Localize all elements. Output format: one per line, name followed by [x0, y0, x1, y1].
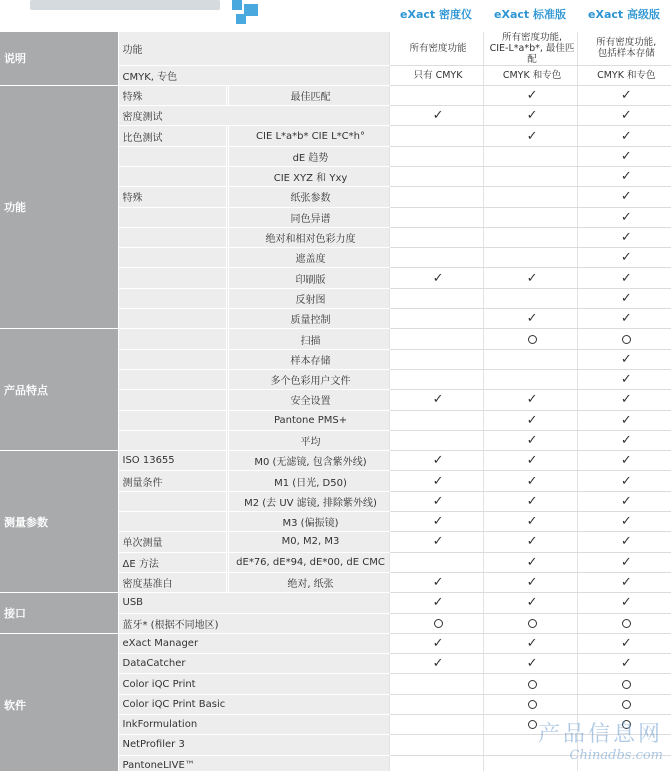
value-cell: 所有密度功能: [389, 32, 483, 66]
empty-cell: [389, 755, 483, 771]
circle-icon: [622, 700, 631, 709]
feature-label: [118, 491, 226, 511]
empty-cell: [577, 755, 671, 771]
circle-icon: [528, 335, 537, 344]
optional-circle-icon: [577, 674, 671, 694]
empty-cell: [389, 187, 483, 207]
check-icon: ✓: [577, 85, 671, 105]
optional-circle-icon: [483, 613, 577, 633]
circle-icon: [622, 335, 631, 344]
check-icon: ✓: [577, 471, 671, 491]
feature-label: NetProfiler 3: [118, 735, 389, 755]
check-icon: ✓: [483, 451, 577, 471]
feature-sublabel: M1 (日光, D50): [228, 471, 389, 491]
feature-label: [118, 166, 226, 186]
table-row: [0, 593, 671, 613]
feature-label: 比色测试: [118, 126, 226, 146]
feature-label: 密度测试: [118, 106, 389, 126]
check-icon: ✓: [577, 593, 671, 613]
empty-cell: [483, 166, 577, 186]
empty-cell: [577, 735, 671, 755]
check-icon: ✓: [577, 126, 671, 146]
feature-sublabel: 绝对和相对色彩力度: [228, 227, 389, 247]
empty-cell: [389, 166, 483, 186]
table-row: [0, 633, 671, 653]
check-icon: ✓: [389, 512, 483, 532]
check-icon: ✓: [577, 654, 671, 674]
empty-cell: [389, 329, 483, 349]
empty-cell: [389, 694, 483, 714]
feature-label: 单次测量: [118, 532, 226, 552]
check-icon: ✓: [483, 471, 577, 491]
feature-sublabel: 遮盖度: [228, 248, 389, 268]
check-icon: ✓: [577, 166, 671, 186]
feature-sublabel: 扫描: [228, 329, 389, 349]
check-icon: ✓: [577, 532, 671, 552]
empty-cell: [389, 349, 483, 369]
feature-label: [118, 329, 226, 349]
feature-label: [118, 369, 226, 389]
check-icon: ✓: [389, 593, 483, 613]
empty-cell: [389, 410, 483, 430]
check-icon: ✓: [577, 552, 671, 572]
circle-icon: [528, 720, 537, 729]
optional-circle-icon: [577, 613, 671, 633]
check-icon: ✓: [577, 633, 671, 653]
check-icon: ✓: [389, 451, 483, 471]
section-title: 测量参数: [0, 451, 118, 593]
watermark-text-cn: 产品信息网: [537, 722, 663, 747]
empty-cell: [483, 288, 577, 308]
feature-label: ISO 13655: [118, 451, 226, 471]
value-cell: CMYK 和专色: [577, 65, 671, 85]
section-title: 说明: [0, 32, 118, 86]
circle-icon: [528, 700, 537, 709]
feature-label: [118, 430, 226, 450]
value-cell: 所有密度功能, 包括样本存储: [577, 32, 671, 66]
section-title: 产品特点: [0, 329, 118, 451]
check-icon: ✓: [577, 187, 671, 207]
check-icon: ✓: [577, 491, 671, 511]
feature-sublabel: 样本存储: [228, 349, 389, 369]
check-icon: ✓: [389, 572, 483, 592]
empty-cell: [389, 309, 483, 329]
optional-circle-icon: [483, 694, 577, 714]
watermark-text-domain: Chinadbs.com: [569, 748, 663, 763]
feature-label: 密度基准白: [118, 572, 226, 592]
empty-cell: [483, 248, 577, 268]
feature-label: PantoneLIVE™: [118, 755, 389, 771]
feature-label: 蓝牙* (根据不同地区): [118, 613, 389, 633]
feature-label: [118, 207, 226, 227]
check-icon: ✓: [389, 268, 483, 288]
empty-cell: [389, 248, 483, 268]
check-icon: ✓: [577, 268, 671, 288]
check-icon: ✓: [577, 227, 671, 247]
check-icon: ✓: [577, 288, 671, 308]
empty-cell: [483, 755, 577, 771]
check-icon: ✓: [389, 654, 483, 674]
optional-circle-icon: [389, 613, 483, 633]
feature-sublabel: 安全设置: [228, 390, 389, 410]
check-icon: ✓: [483, 552, 577, 572]
feature-label: 测量条件: [118, 471, 226, 491]
check-icon: ✓: [577, 309, 671, 329]
check-icon: ✓: [483, 126, 577, 146]
check-icon: ✓: [389, 532, 483, 552]
empty-cell: [389, 735, 483, 755]
optional-circle-icon: [577, 715, 671, 735]
empty-cell: [483, 369, 577, 389]
feature-sublabel: 同色异谱: [228, 207, 389, 227]
empty-cell: [389, 552, 483, 572]
value-cell: CMYK 和专色: [483, 65, 577, 85]
check-icon: ✓: [483, 654, 577, 674]
empty-cell: [483, 207, 577, 227]
value-cell: 所有密度功能, CIE-L*a*b*, 最佳匹配: [483, 32, 577, 66]
check-icon: ✓: [389, 491, 483, 511]
section-title: 功能: [0, 85, 118, 329]
empty-cell: [483, 735, 577, 755]
feature-sublabel: 反射图: [228, 288, 389, 308]
empty-cell: [389, 227, 483, 247]
feature-label: [118, 410, 226, 430]
check-icon: ✓: [483, 512, 577, 532]
circle-icon: [528, 680, 537, 689]
check-icon: ✓: [577, 146, 671, 166]
check-icon: ✓: [389, 390, 483, 410]
check-icon: ✓: [483, 106, 577, 126]
cropped-title-fragment: [30, 0, 220, 10]
check-icon: ✓: [577, 512, 671, 532]
check-icon: ✓: [577, 390, 671, 410]
circle-icon: [434, 619, 443, 628]
feature-label: [118, 227, 226, 247]
feature-label: 特殊: [118, 85, 226, 105]
feature-label: [118, 268, 226, 288]
empty-cell: [483, 349, 577, 369]
column-header-density: eXact 密度仪: [400, 8, 472, 21]
check-icon: ✓: [483, 430, 577, 450]
table-row: [0, 329, 671, 349]
check-icon: ✓: [483, 85, 577, 105]
section-title: 软件: [0, 633, 118, 771]
empty-cell: [389, 85, 483, 105]
optional-circle-icon: [483, 674, 577, 694]
feature-label: Color iQC Print: [118, 674, 389, 694]
feature-sublabel: M0 (无滤镜, 包含紫外线): [228, 451, 389, 471]
feature-sublabel: M3 (偏振镜): [228, 512, 389, 532]
feature-label: 特殊: [118, 187, 226, 207]
check-icon: ✓: [483, 593, 577, 613]
section-title: 接口: [0, 593, 118, 634]
feature-sublabel: 平均: [228, 430, 389, 450]
top-header-band: [0, 0, 671, 30]
feature-label: CMYK, 专色: [118, 65, 389, 85]
feature-sublabel: 最佳匹配: [228, 85, 389, 105]
check-icon: ✓: [577, 106, 671, 126]
feature-sublabel: dE 趋势: [228, 146, 389, 166]
feature-label: 功能: [118, 32, 389, 66]
empty-cell: [389, 430, 483, 450]
feature-label: USB: [118, 593, 389, 613]
column-header-advanced: eXact 高级版: [588, 8, 660, 21]
check-icon: ✓: [577, 410, 671, 430]
feature-label: [118, 512, 226, 532]
feature-label: [118, 288, 226, 308]
feature-label: [118, 390, 226, 410]
empty-cell: [389, 207, 483, 227]
check-icon: ✓: [483, 572, 577, 592]
empty-cell: [389, 126, 483, 146]
check-icon: ✓: [389, 633, 483, 653]
feature-label: DataCatcher: [118, 654, 389, 674]
feature-sublabel: 印刷版: [228, 268, 389, 288]
feature-sublabel: dE*76, dE*94, dE*00, dE CMC: [228, 552, 389, 572]
column-header-standard: eXact 标准版: [494, 8, 566, 21]
empty-cell: [389, 369, 483, 389]
feature-sublabel: 质量控制: [228, 309, 389, 329]
feature-sublabel: Pantone PMS+: [228, 410, 389, 430]
specification-table: [0, 31, 671, 771]
check-icon: ✓: [483, 309, 577, 329]
feature-sublabel: CIE L*a*b* CIE L*C*h°: [228, 126, 389, 146]
empty-cell: [389, 288, 483, 308]
check-icon: ✓: [577, 572, 671, 592]
feature-label: [118, 349, 226, 369]
cropped-logo-fragment: [228, 0, 268, 26]
table-row: [0, 32, 671, 66]
feature-label: Color iQC Print Basic: [118, 694, 389, 714]
check-icon: ✓: [483, 390, 577, 410]
feature-sublabel: M2 (去 UV 滤镜, 排除紫外线): [228, 491, 389, 511]
empty-cell: [389, 715, 483, 735]
circle-icon: [622, 619, 631, 628]
feature-label: ΔE 方法: [118, 552, 226, 572]
feature-label: [118, 248, 226, 268]
check-icon: ✓: [577, 451, 671, 471]
circle-icon: [622, 720, 631, 729]
optional-circle-icon: [483, 715, 577, 735]
feature-label: [118, 309, 226, 329]
feature-label: eXact Manager: [118, 633, 389, 653]
check-icon: ✓: [483, 633, 577, 653]
empty-cell: [389, 674, 483, 694]
empty-cell: [483, 227, 577, 247]
check-icon: ✓: [483, 491, 577, 511]
check-icon: ✓: [577, 207, 671, 227]
check-icon: ✓: [577, 349, 671, 369]
feature-label: [118, 146, 226, 166]
check-icon: ✓: [577, 369, 671, 389]
feature-sublabel: 多个色彩用户文件: [228, 369, 389, 389]
feature-label: InkFormulation: [118, 715, 389, 735]
optional-circle-icon: [577, 694, 671, 714]
optional-circle-icon: [577, 329, 671, 349]
feature-sublabel: CIE XYZ 和 Yxy: [228, 166, 389, 186]
feature-sublabel: 纸张参数: [228, 187, 389, 207]
circle-icon: [528, 619, 537, 628]
check-icon: ✓: [483, 532, 577, 552]
check-icon: ✓: [389, 106, 483, 126]
optional-circle-icon: [483, 329, 577, 349]
value-cell: 只有 CMYK: [389, 65, 483, 85]
check-icon: ✓: [577, 248, 671, 268]
feature-sublabel: M0, M2, M3: [228, 532, 389, 552]
empty-cell: [483, 187, 577, 207]
circle-icon: [622, 680, 631, 689]
feature-sublabel: 绝对, 纸张: [228, 572, 389, 592]
check-icon: ✓: [483, 268, 577, 288]
empty-cell: [483, 146, 577, 166]
table-row: [0, 85, 671, 105]
check-icon: ✓: [577, 430, 671, 450]
empty-cell: [389, 146, 483, 166]
table-row: [0, 451, 671, 471]
check-icon: ✓: [389, 471, 483, 491]
check-icon: ✓: [483, 410, 577, 430]
